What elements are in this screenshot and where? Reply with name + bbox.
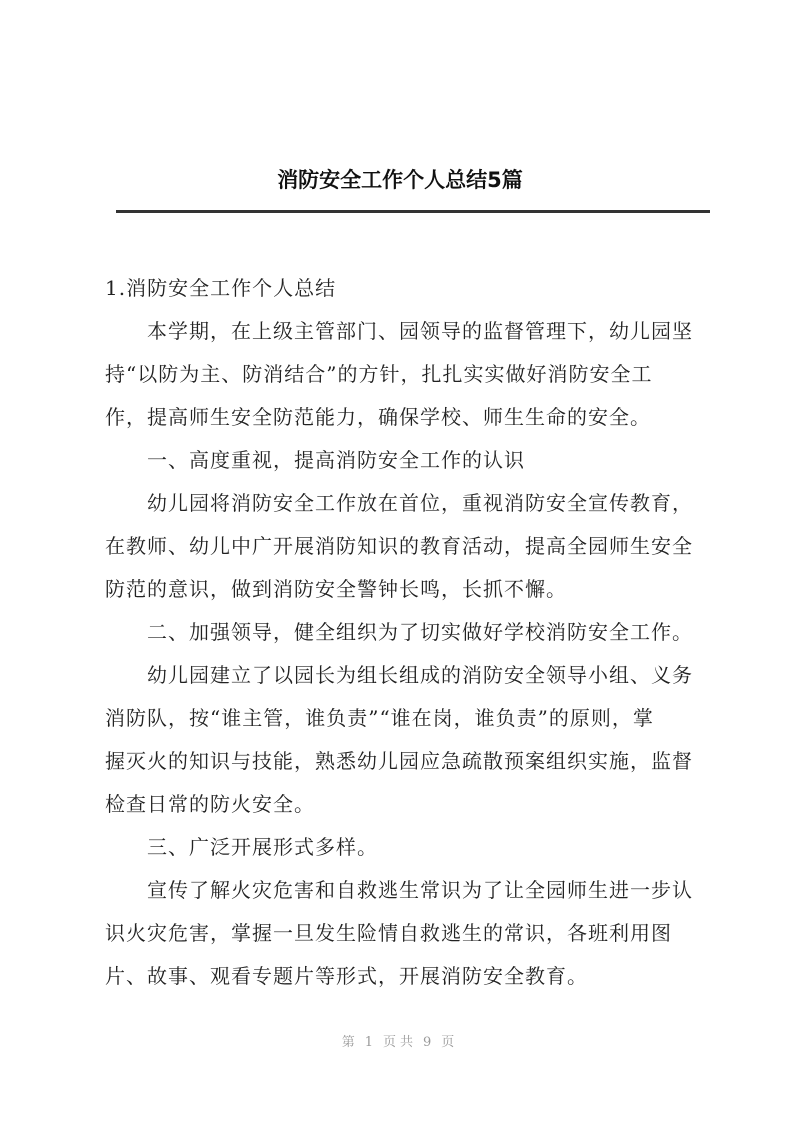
current-page-number: 1 [364,1035,377,1050]
section-heading: 1.消防安全工作个人总结 [105,276,337,300]
text-line: 三、广泛开展形式多样。 [147,835,378,859]
footer-middle: 页共 [382,1035,417,1050]
text-line: 识火灾危害，掌握一旦发生险情自救逃生的常识，各班利用图 [105,921,672,945]
text-line: 消防队，按“谁主管，谁负责”“谁在岗，谁负责”的原则，掌 [105,706,654,730]
text-line: 二、加强领导，健全组织为了切实做好学校消防安全工作。 [147,620,693,644]
text-line: 片、故事、观看专题片等形式，开展消防安全教育。 [105,964,588,988]
text-line: 幼儿园建立了以园长为组长组成的消防安全领导小组、义务 [147,663,693,687]
document-title: 消防安全工作个人总结5篇 [277,168,523,192]
text-line: 一、高度重视，提高消防安全工作的认识 [147,448,525,472]
text-line: 宣传了解火灾危害和自救逃生常识为了让全园师生进一步认 [147,878,693,902]
text-line: 防范的意识，做到消防安全警钟长鸣，长抓不懈。 [105,577,567,601]
text-line: 幼儿园将消防安全工作放在首位，重视消防安全宣传教育， [147,491,693,515]
text-line: 本学期，在上级主管部门、园领导的监督管理下，幼儿园坚 [147,319,693,343]
text-line: 持“以防为主、防消结合”的方针，扎扎实实做好消防安全工 [105,362,653,386]
title-divider [116,210,710,213]
document-body [105,270,715,1001]
total-pages: 9 [423,1035,436,1050]
text-line: 检查日常的防火安全。 [105,792,315,816]
text-line: 在教师、幼儿中广开展消防知识的教育活动，提高全园师生安全 [105,534,693,558]
text-line: 作，提高师生安全防范能力，确保学校、师生生命的安全。 [105,405,651,429]
text-line: 握灭火的知识与技能，熟悉幼儿园应急疏散预案组织实施，监督 [105,749,693,773]
footer-prefix: 第 [341,1035,359,1050]
page-footer [0,1031,800,1050]
footer-suffix: 页 [441,1035,459,1050]
